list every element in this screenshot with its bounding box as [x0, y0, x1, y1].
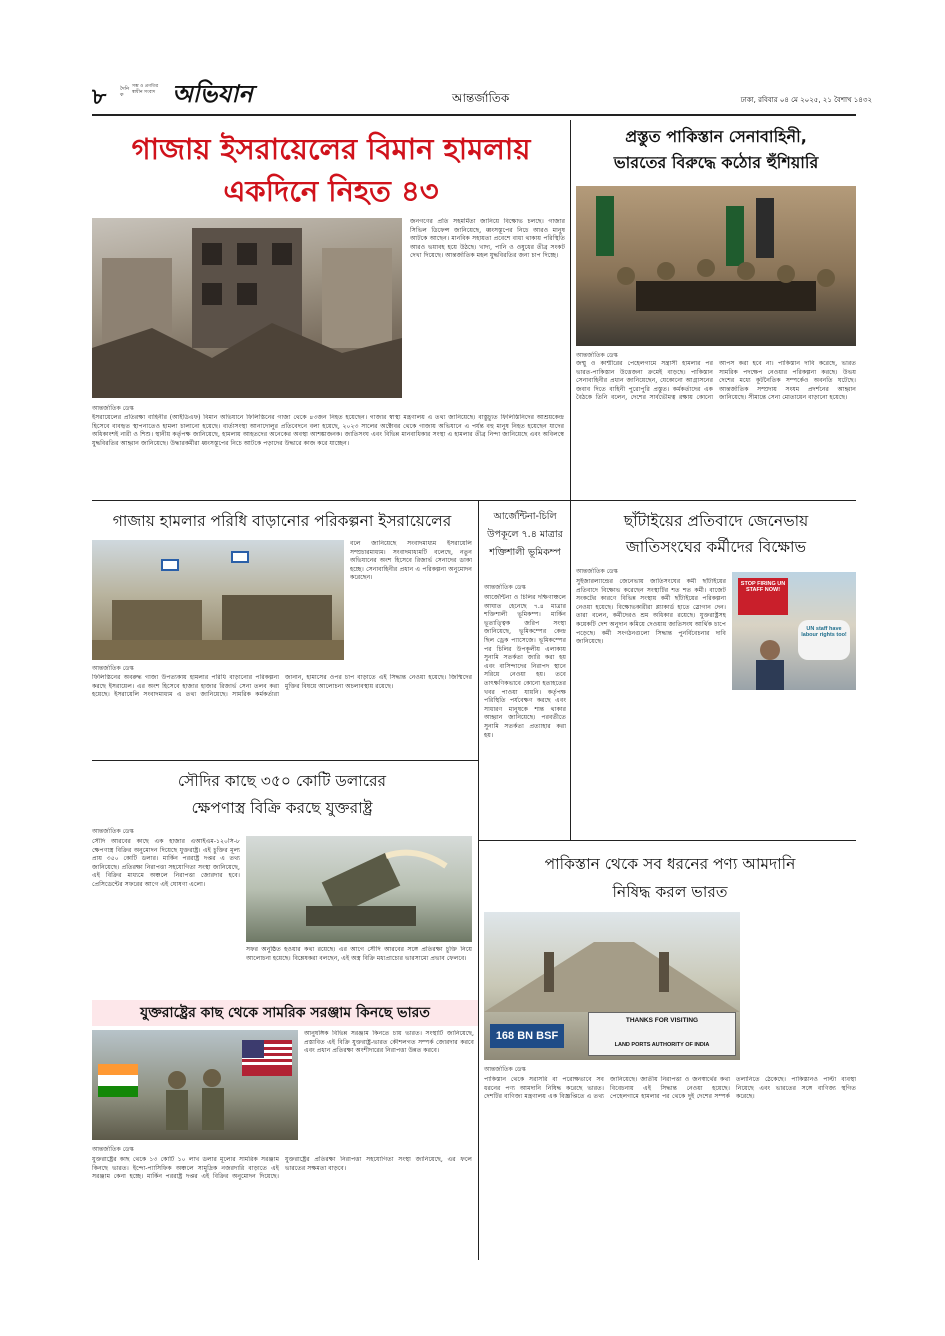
thanks-visiting-text: THANKS FOR VISITING — [625, 1017, 699, 1024]
geneva-sign-stop-firing: STOP FIRING UN STAFF NOW! — [738, 578, 788, 615]
pakistan-army-headline — [576, 124, 856, 176]
masthead-logo: অভিযান — [172, 79, 253, 108]
geneva-credit: আন্তর্জাতিক ডেস্ক — [576, 568, 618, 575]
gaza-body: ইসরায়েলের প্রতিরক্ষা বাহিনীর (আইডিএফ) বিমান অভিযানে ফিলিস্তিনের গাজা থেকে ৪৩জন নিহত হয়েছেন। গাজার স্বাস্থ্য মন্ত্রণালয় এ তথ্য জানিয়েছে। বাস্তুচ্যুত ফিলিস্তিনিদের আশ্রয়কেন্দ্র হিসেবে ব্যবহৃত স্থাপনাতেও হামলা চালানো হয়েছে। বার্তাসংস্থা আনাদোলুর প্রতিবেদনে বলা হয়েছে, ২০২৩ সালের অক্টোবর থেকে গাজায় অভিযানে এ পর্যন্ত বহু মানুষ নিহত হয়েছেন যাদের অধিকাংশই নারী ও শিশু। স্থানীয় কর্তৃপক্ষ জানিয়েছে, হামলায় আহতদের অনেকের অবস্থা আশঙ্কাজনক। জাতিসংঘ এবং বিভিন্ন মানবাধিকার সংস্থা এ হামলার তীব্র নিন্দা জানিয়েছে এবং অবিলম্বে যুদ্ধবিরতির আহ্বান জানিয়েছে। উদ্ধারকর্মীরা ধ্বংসস্তূপের নিচে আটকে পড়াদের উদ্ধারে কাজ করে যাচ্ছেন। — [92, 414, 564, 447]
pakistan-army-headline-line1: প্রস্তুত পাকিস্তান সেনাবাহিনী, — [625, 127, 807, 146]
bsf-sign: 168 BN BSF — [490, 1024, 564, 1048]
dateline: ঢাকা, রবিবার ০৪ মে ২০২৫, ২১ বৈশাখ ১৪৩২ — [740, 96, 872, 104]
geneva-headline-line1: ছাঁটাইয়ের প্রতিবাদে জেনেভায় — [623, 512, 809, 530]
column-divider — [478, 840, 479, 1260]
gaza-expand-photo — [92, 540, 344, 660]
gaza-column-text: জনগণের প্রতি সহমর্মিতা জানিয়ে বিক্ষোভ চলছে। গাজার সিভিল ডিফেন্স জানিয়েছে, ধ্বংসস্তূপের নিচে আরও মানুষ আটকে আছেন। মানবিক সহায়তা প্রবেশে বাধা থাকায় পরিস্থিতি আরও ভয়াবহ হয়ে উঠছে। খাদ্য, পানি ও ওষুধের তীব্র সংকট দেখা দিয়েছে। আন্তর্জাতিক মহল যুদ্ধবিরতির জন্য চাপ দিচ্ছে। — [410, 218, 565, 260]
saudi-column-text: সফর অনুষ্ঠিত হওয়ার কথা রয়েছে। এর আগে সৌদি আরবের সঙ্গে প্রতিরক্ষা চুক্তি নিয়ে আলোচনা হয়েছে। বিশ্লেষকরা বলছেন, এই অস্ত্র বিক্রি মধ্যপ্রাচ্যের ভারসাম্যে প্রভাব ফেলবে। — [246, 946, 472, 962]
geneva-body: সুইজারল্যান্ডের জেনেভায় জাতিসংঘের কর্মী ছাঁটাইয়ের প্রতিবাদে বিক্ষোভ করেছেন সংস্থাটির শত শত কর্মী। বাজেট সংকটের কারণে বিভিন্ন সংস্থায় কর্মী ছাঁটাইয়ের পরিকল্পনা নেওয়া হয়েছে। বিক্ষোভকারীরা প্ল্যাকার্ড হাতে স্লোগান দেন। তারা বলেন, কর্মীদেরও শ্রম অধিকার রয়েছে। যুক্তরাষ্ট্রসহ কয়েকটি দেশ অনুদান কমিয়ে দেওয়ায় জাতিসংঘ আর্থিক চাপে পড়েছে। কর্মী সংগঠনগুলো সিদ্ধান্ত পুনর্বিবেচনার দাবি জানিয়েছে। — [576, 578, 726, 646]
pakistan-army-photo — [576, 186, 856, 346]
thanks-visiting-sign — [588, 1012, 736, 1056]
india-us-headline: যুক্তরাষ্ট্রের কাছ থেকে সামরিক সরঞ্জাম কিনছে ভারত — [140, 1005, 430, 1021]
saudi-headline — [92, 768, 472, 822]
gaza-headline — [92, 128, 570, 212]
india-us-headline-box — [92, 1000, 478, 1026]
pakistan-army-credit: আন্তর্জাতিক ডেস্ক — [576, 352, 618, 359]
row-divider — [478, 840, 856, 841]
pak-ban-headline-line2: নিষিদ্ধ করল ভারত — [612, 883, 728, 901]
geneva-headline — [576, 508, 856, 560]
masthead-side: দৈনিক — [120, 86, 130, 98]
land-ports-text: LAND PORTS AUTHORITY OF INDIA — [614, 1042, 710, 1048]
india-us-column-text: আনুষঙ্গিক বিভিন্ন সরঞ্জাম কিনতে চায় ভারত। সংস্থাটি জানিয়েছে, প্রস্তাবিত এই বিক্রি যুক্তরাষ্ট্র-ভারত কৌশলগত সম্পর্ক জোরদার করবে এবং প্রধান প্রতিরক্ষা অংশীদারের নিরাপত্তা উন্নত করবে। — [304, 1030, 474, 1055]
row-divider — [92, 500, 856, 501]
pak-ban-column-text — [746, 912, 856, 1062]
saudi-missile-photo — [246, 836, 472, 942]
gaza-expand-headline: গাজায় হামলার পরিধি বাড়ানোর পরিকল্পনা ইসরায়েলের — [112, 512, 452, 530]
geneva-sign-labour-rights: UN staff have labour rights too! — [798, 620, 850, 660]
gaza-photo — [92, 218, 402, 398]
pak-ban-credit: আন্তর্জাতিক ডেস্ক — [484, 1066, 526, 1073]
page-number: ৮ — [92, 85, 107, 110]
masthead-small: সম্ভ ও প্রগতির স্বাধীন সংবাদ — [132, 84, 159, 95]
quake-body: আর্জেন্টিনা ও চিলির দক্ষিণাঞ্চলে আঘাত হেনেছে ৭.৪ মাত্রার শক্তিশালী ভূমিকম্প। মার্কিন ভূতাত্ত্বিক জরিপ সংস্থা জানিয়েছে, ভূমিকম্পের কেন্দ্র ছিল ড্রেক প্যাসেজে। ভূমিকম্পের পর চিলির উপকূলীয় এলাকায় সুনামি সতর্কতা জারি করা হয় এবং বাসিন্দাদের নিরাপদ স্থানে সরিয়ে নেওয়া হয়। তবে তাৎক্ষণিকভাবে কোনো হতাহতের খবর পাওয়া যায়নি। কর্তৃপক্ষ পরিস্থিতি পর্যবেক্ষণ করছে এবং সাধারণ মানুষকে শান্ত থাকার আহ্বান জানিয়েছে। পরবর্তীতে সুনামি সতর্কতা প্রত্যাহার করা হয়। — [484, 594, 566, 739]
header-rule — [92, 114, 856, 116]
geneva-body-continued — [732, 694, 856, 834]
india-us-credit: আন্তর্জাতিক ডেস্ক — [92, 1146, 134, 1153]
gaza-headline-line1: গাজায় ইসরায়েলের বিমান হামলায় — [131, 132, 531, 166]
column-divider — [478, 500, 479, 840]
section-title: আন্তর্জাতিক — [452, 91, 510, 105]
column-divider — [570, 500, 571, 840]
geneva-photo — [732, 572, 856, 690]
pak-ban-photo — [484, 912, 740, 1060]
saudi-body: সৌদি আরবের কাছে এক হাজার এআইএম-১২০সি-৮ ক্ষেপণাস্ত্র বিক্রির অনুমোদন দিয়েছে যুক্তরাষ্ট্র। এই চুক্তির মূল্য প্রায় ৩৫০ কোটি ডলার। মার্কিন পররাষ্ট্র দপ্তর এ তথ্য জানিয়েছে। প্রতিরক্ষা নিরাপত্তা সহযোগিতা সংস্থা জানিয়েছে, এই বিক্রির মাধ্যমে অঞ্চলে নিরাপত্তা জোরদার হবে। প্রেসিডেন্টের সফরের আগে এই ঘোষণা এলো। — [92, 838, 240, 888]
gaza-expand-column-text: বলে জানিয়েছে সংবাদমাধ্যম ইসরায়েলি সম্প্রচারমাধ্যম। সংবাদমাধ্যমটি বলেছে, নতুন অভিযানের অংশ হিসেবে রিজার্ভ সেনাদের ডাকা হচ্ছে। সেনাবাহিনীর প্রধান এ পরিকল্পনা অনুমোদন করেছেন। — [350, 540, 472, 582]
saudi-credit: আন্তর্জাতিক ডেস্ক — [92, 828, 134, 835]
pak-ban-headline — [484, 850, 856, 906]
pak-ban-body: পাকিস্তান থেকে সরাসরি বা পরোক্ষভাবে সব ধরনের পণ্য আমদানি নিষিদ্ধ করেছে ভারত। দেশটির বাণিজ্য মন্ত্রণালয় এক বিজ্ঞপ্তিতে এ তথ্য জানিয়েছে। জাতীয় নিরাপত্তা ও জনস্বার্থের কথা বিবেচনায় এই সিদ্ধান্ত নেওয়া হয়েছে। পেহেলগামে হামলার পর থেকে দুই দেশের সম্পর্ক তলানিতে ঠেকেছে। পাকিস্তানও পাল্টা ব্যবস্থা নিয়েছে এবং ভারতের সঙ্গে বাণিজ্য স্থগিত করেছে। — [484, 1076, 856, 1101]
geneva-headline-line2: জাতিসংঘের কর্মীদের বিক্ষোভ — [625, 538, 807, 556]
quake-credit: আন্তর্জাতিক ডেস্ক — [484, 584, 526, 591]
pak-ban-headline-line1: পাকিস্তান থেকে সব ধরনের পণ্য আমদানি — [544, 855, 796, 873]
pakistan-army-headline-line2: ভারতের বিরুদ্ধে কঠোর হুঁশিয়ারি — [613, 153, 819, 172]
column-divider — [570, 120, 571, 500]
gaza-expand-body: ফিলিস্তিনের অবরুদ্ধ গাজা উপত্যকায় হামলার পরিধি বাড়ানোর পরিকল্পনা করছে ইসরায়েল। এর অংশ হিসেবে হাজার হাজার রিজার্ভ সেনা তলব করা হয়েছে। ইসরায়েলি সংবাদমাধ্যম এ তথ্য জানিয়েছে। সামরিক কর্মকর্তারা জানান, হামাসের ওপর চাপ বাড়াতে এই সিদ্ধান্ত নেওয়া হয়েছে। জিম্মিদের মুক্তির বিষয়ে আলোচনা অচলাবস্থায় রয়েছে। — [92, 674, 472, 699]
gaza-credit: আন্তর্জাতিক ডেস্ক — [92, 405, 134, 412]
quake-headline: আর্জেন্টিনা-চিলি উপকূলে ৭.৪ মাত্রার শক্তিশালী ভূমিকম্প — [487, 511, 563, 558]
gaza-headline-line2: একদিনে নিহত ৪৩ — [223, 174, 439, 208]
india-us-body: যুক্তরাষ্ট্রের কাছ থেকে ১৩ কোটি ১০ লাখ ডলার মূল্যের সামরিক সরঞ্জাম কিনছে ভারত। ইন্দো-প্যাসিফিক অঞ্চলে সামুদ্রিক নজরদারি বাড়াতে এই সরঞ্জাম কেনা হচ্ছে। মার্কিন পররাষ্ট্র দপ্তর এই বিক্রির অনুমোদন দিয়েছে। যুক্তরাষ্ট্রের প্রতিরক্ষা নিরাপত্তা সহযোগিতা সংস্থা জানিয়েছে, এর ফলে ভারতের সক্ষমতা বাড়বে। — [92, 1156, 472, 1181]
pakistan-army-body: জম্মু ও কাশ্মীরের পেহেলগামে সন্ত্রাসী হামলার পর ভারত-পাকিস্তান উত্তেজনা ক্রমেই বাড়ছে। পাকিস্তান সেনাবাহিনীর প্রধান জানিয়েছেন, যেকোনো আগ্রাসনের জবাব দিতে বাহিনী পুরোপুরি প্রস্তুত। কর্মকর্তাদের এক বৈঠকে তিনি বলেন, দেশের সার্বভৌমত্ব রক্ষায় কোনো আপস করা হবে না। পাকিস্তান দাবি করেছে, ভারত সামরিক পদক্ষেপ নেওয়ার পরিকল্পনা করছে। উভয় দেশের মধ্যে কূটনৈতিক সম্পর্কেও অবনতি ঘটেছে। আন্তর্জাতিক সম্প্রদায় সংযম প্রদর্শনের আহ্বান জানিয়েছে। সীমান্তে সেনা মোতায়েন বাড়ানো হয়েছে। — [576, 360, 856, 402]
row-divider — [92, 760, 478, 761]
gaza-expand-credit: আন্তর্জাতিক ডেস্ক — [92, 665, 134, 672]
saudi-headline-line2: ক্ষেপণাস্ত্র বিক্রি করছে যুক্তরাষ্ট্র — [191, 799, 373, 817]
saudi-headline-line1: সৌদির কাছে ৩৫০ কোটি ডলারের — [177, 772, 387, 790]
india-us-photo — [92, 1030, 298, 1140]
